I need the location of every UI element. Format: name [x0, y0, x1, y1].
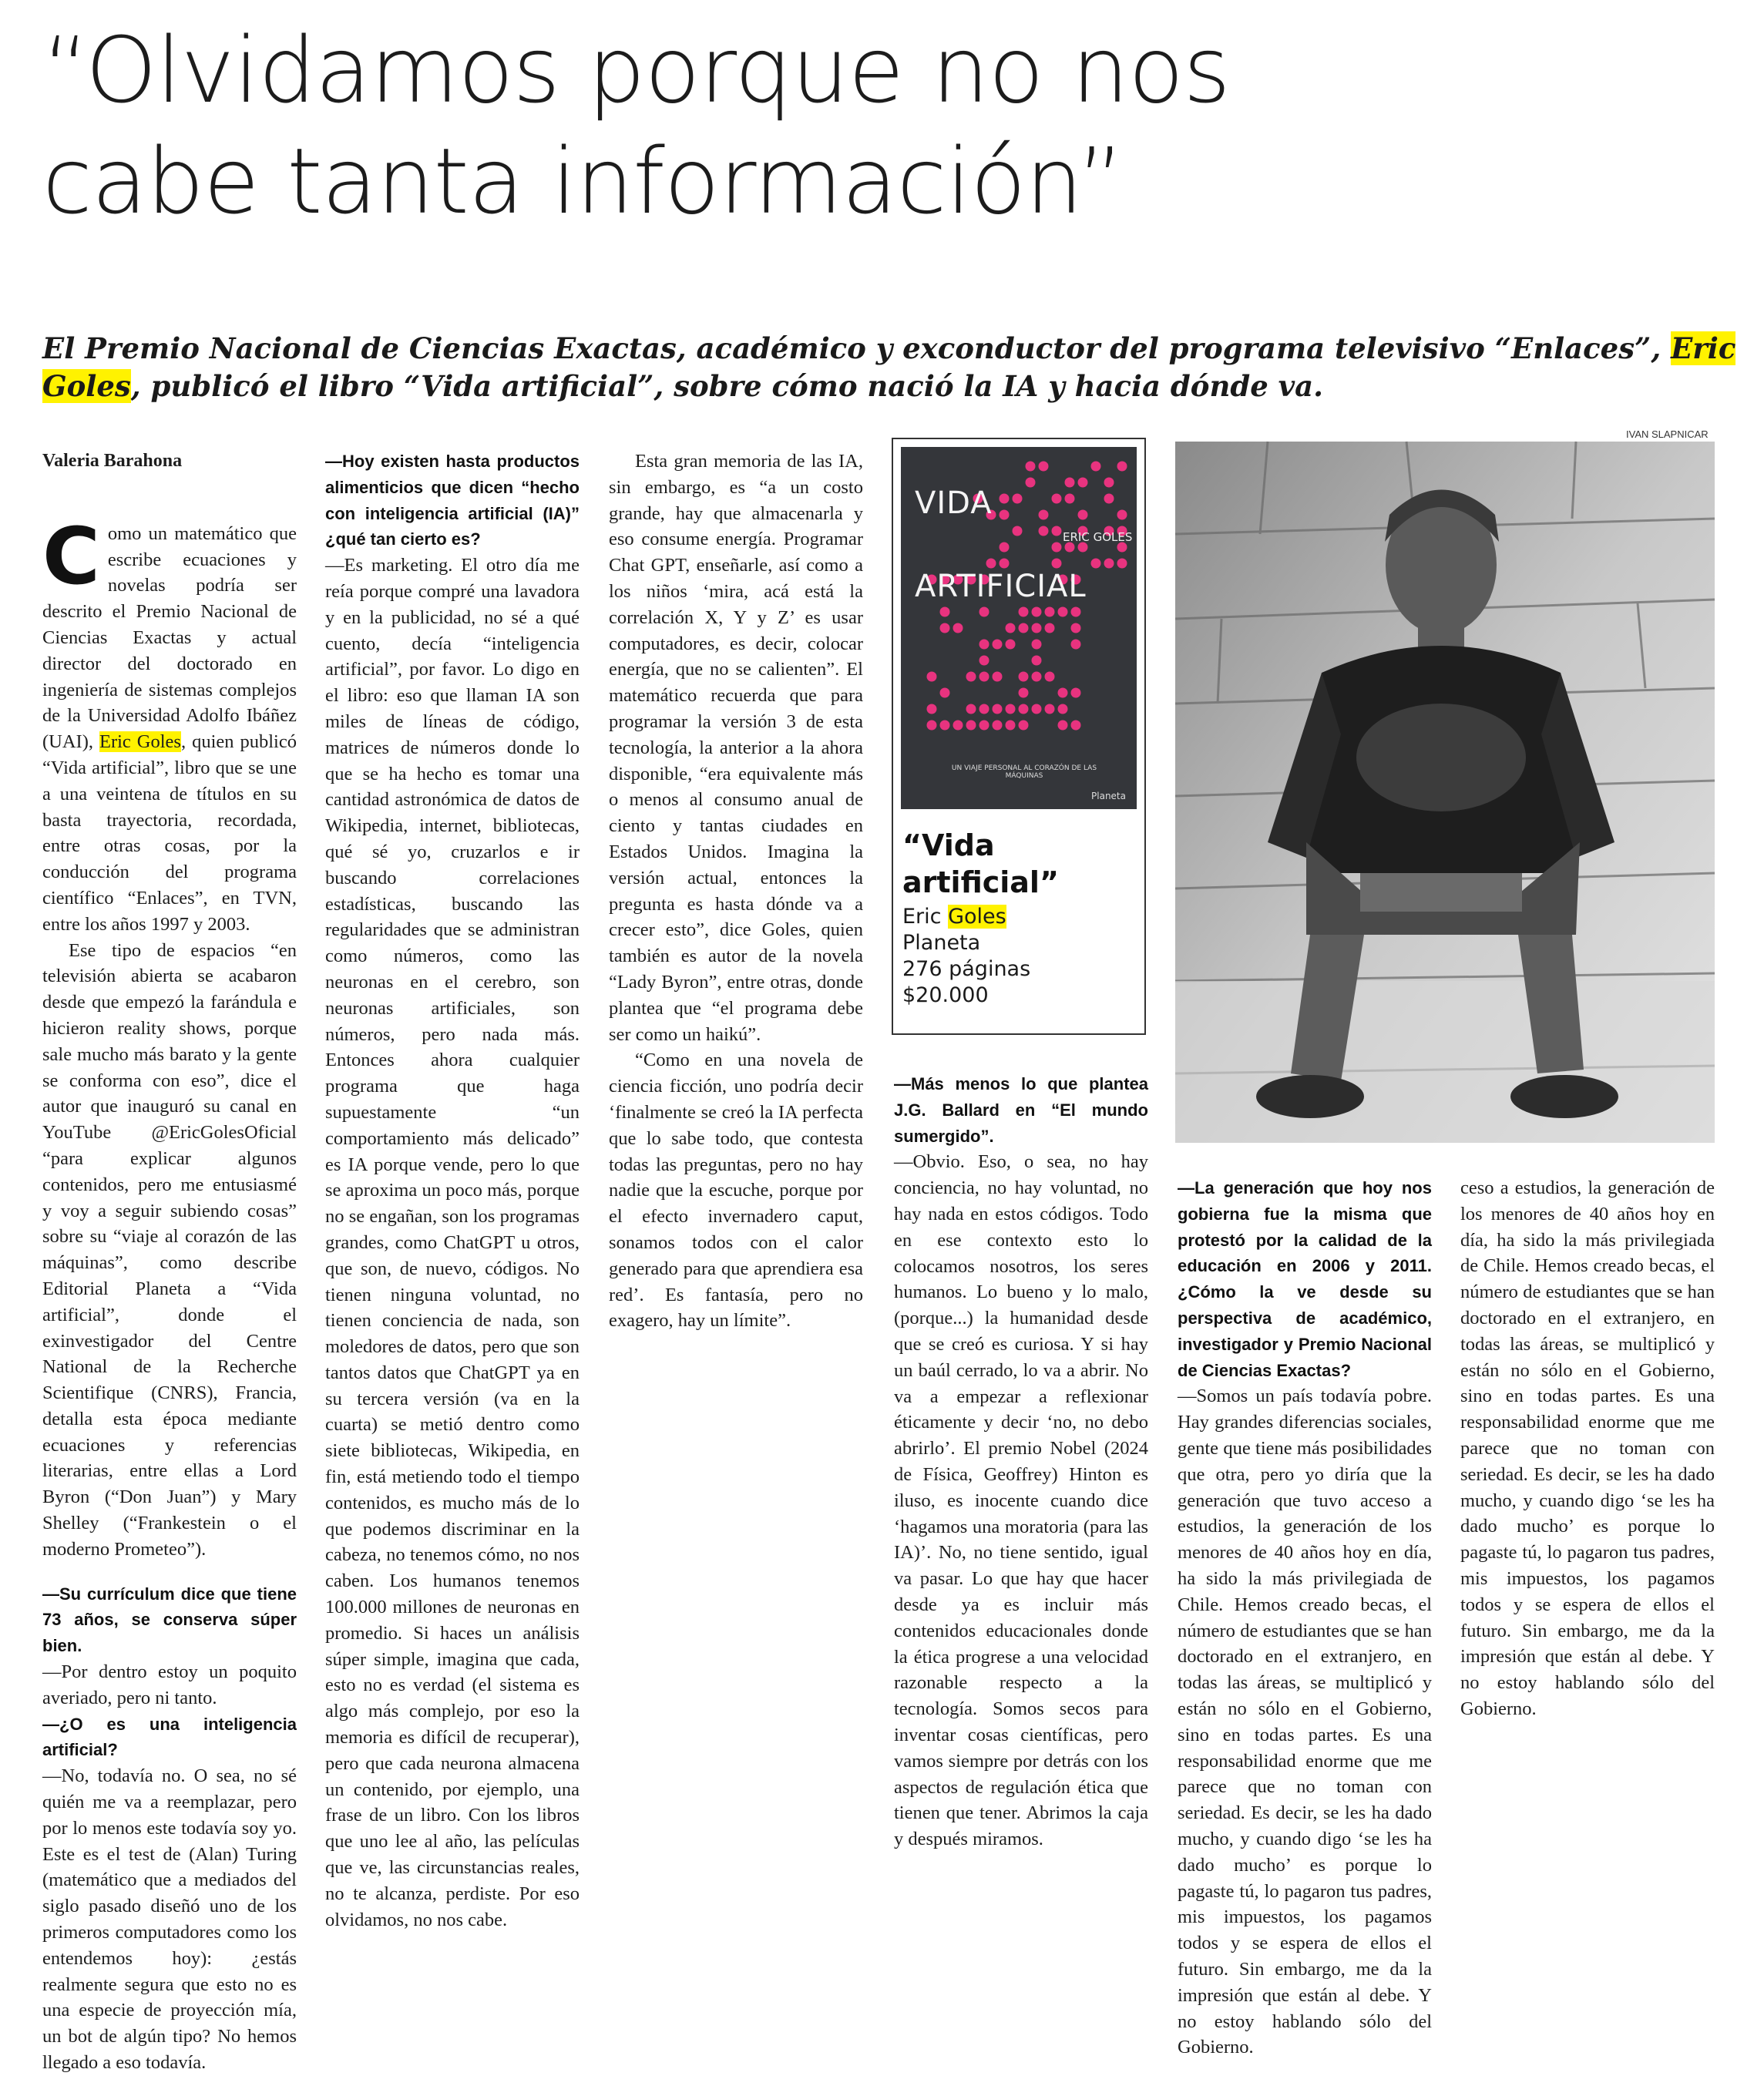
- headline-line-1: “Olvidamos porque no nos: [42, 17, 1230, 123]
- deck-subtitle: [42, 330, 1738, 405]
- article-column-1: [42, 448, 297, 2074]
- byline: Valeria Barahona: [42, 451, 183, 471]
- portrait-illustration: [1175, 442, 1715, 1143]
- article-paragraph-4: “Como en una novela de ciencia ficción, uno podría decir ‘finalmente se creó la IA perfecta que lo sabe todo, que contesta todas las preguntas, pero no hay nadie que la escuche, porque por el efecto invernadero caput, sonamos todos con el calor generado para que aprendiera esa red’. Es fantasía, pero no exagero, hay un límite”.: [609, 1050, 863, 1332]
- planeta-logo: Planeta: [1091, 791, 1126, 801]
- book-title: “Vida artificial”: [902, 828, 1059, 899]
- article-paragraph-1: Como un matemático que escribe ecuaciones y novelas podría ser descrito el Premio Nacional de Ciencias Exactas y actual director del doctorado en ingeniería de sistemas complejos de la Universidad Adolfo Ibáñez (UAI), Eric Goles, quien publicó “Vida artificial”, libro que se une a una veintena de títulos en su basta trayectoria, recordada, entre otras cosas, por la conducción del programa científico “Enlaces”, en TVN, entre los años 1997 y 2003.: [42, 510, 297, 935]
- deck-highlight: Eric Goles: [42, 331, 1736, 403]
- answer-5-continued: ceso a estudios, la generación de los menores de 40 años hoy en día, ha sido la más privilegiada de Chile. Hemos creado becas, el número de estudiantes que se han doctorado en el extranjero, en todas las áreas, se multiplicó y están no sólo en el Gobierno, sino en todas partes. Es una responsabilidad enorme que me parece que no toman con seriedad. Es decir, se les ha dado mucho, y cuando digo ‘se les ha dado mucho’ es porque lo pagaste tú, lo pagaron tus padres, mis impuestos, los pagamos todos y se espera de ellos el futuro. Sin embargo, me da la impresión que están al debe. Y no estoy hablando sólo del Gobierno.: [1460, 1177, 1715, 1719]
- book-details: [902, 827, 1137, 1009]
- answer-2: —No, todavía no. O sea, no sé quién me va a reemplazar, pero por lo menos este todavía soy yo. Este es el test de (Alan) Turing (matemático que a mediados del siglo pasado diseñó uno de los primeros computadores como los entendemos hoy): ¿estás realmente segura que esto no es una especie de proyección mía, un bot de algún tipo? No hemos llegado a eso todavía.: [42, 1765, 297, 2074]
- question-5: —La generación que hoy nos gobierna fue la misma que protestó por la calidad de la educación en 2006 y 2011. ¿Cómo la ve desde su perspectiva de académico, investigador y Premio Nacional de Ciencias Exactas?: [1178, 1178, 1432, 1380]
- answer-3: —Es marketing. El otro día me reía porque compré una lavadora y en la publicidad, no sé a qué cuento, decía “inteligencia artificial”, por favor. Lo digo en el libro: eso que llaman IA son miles de líneas de código, matrices de números donde lo que se ha hecho es tomar una cantidad astronómica de datos de Wikipedia, internet, bibliotecas, qué sé yo, cruzarlos e ir buscando correlaciones estadísticas, buscando las regularidades que se administran como números, como las neuronas en el cerebro, son neuronas artificiales, son números, pero nada más. Entonces ahora cualquier programa que haga supuestamente “un comportamiento más delicado” es IA porque vende, pero lo que se aproxima un poco más, porque no se engañan, son los programas grandes, como ChatGPT u otros, que son, de nuevo, códigos. No tienen ninguna voluntad, no tienen conciencia de nada, son moledores de datos, pero que son tantos datos que ChatGPT ya en su tercera versión (va en la cuarta) se metió dentro como siete bibliotecas, Wikipedia, en fin, está metiendo todo el tiempo contenidos, es mucho más de lo que podemos discriminar en la cabeza, no tenemos cómo, no nos caben. Los humanos tenemos 100.000 millones de neuronas en promedio. Si haces un análisis súper simple, imagina que cada, esto no es verdad (el sistema es algo más complejo, por eso la memoria es difícil de recuperar), pero que cada neurona almacena un contenido, por ejemplo, una frase de un libro. Con los libros que uno lee al año, las películas que ve, las circunstancias reales, no te alcanza, perdiste. Por eso olvidamos, no nos cabe.: [325, 555, 580, 1930]
- deck-text-2: , publicó el libro “Vida artificial”, sobre cómo nació la IA y hacia dónde va.: [130, 368, 1323, 403]
- question-4: —Más menos lo que plantea J.G. Ballard en “El mundo sumergido”.: [894, 1074, 1148, 1146]
- question-3: —Hoy existen hasta productos alimenticios que dicen “hecho con inteligencia artificial (IA)” ¿qué tan cierto es?: [325, 452, 580, 549]
- cover-title-2: ARTIFICIAL: [915, 569, 1087, 604]
- article-column-5: [1178, 1175, 1432, 2058]
- cover-author: ERIC GOLES: [1063, 530, 1133, 544]
- answer-1: —Por dentro estoy un poquito averiado, pero ni tanto.: [42, 1661, 297, 1708]
- question-2: —¿O es una inteligencia artificial?: [42, 1714, 297, 1760]
- book-info-box: [892, 438, 1146, 1035]
- deck-text-1: El Premio Nacional de Ciencias Exactas, académico y exconductor del programa televisivo “Enlaces”,: [42, 331, 1672, 365]
- book-author: Eric Goles: [902, 905, 1006, 929]
- book-pages: 276 páginas: [902, 957, 1031, 981]
- book-cover: [901, 447, 1137, 809]
- article-column-2: [325, 448, 580, 1930]
- article-paragraph-2: Ese tipo de espacios “en televisión abierta se acabaron desde que empezó la farándula e hicieron reality shows, porque sale mucho más barato y la gente se conforma con eso”, dice el autor que inauguró su canal en YouTube @EricGolesOficial “para explicar algunos contenidos, pero me entusiasmé y voy a seguir subiendo cosas” sobre su “viaje al corazón de las máquinas”, como describe Editorial Planeta a “Vida artificial”, donde el exinvestigador del Centre National de la Recherche Scientifique (CNRS), Francia, detalla esta época mediante ecuaciones y referencias literarias, entre ellas a Lord Byron (“Don Juan”) y Mary Shelley (“Frankestein o el moderno Prometeo”).: [42, 939, 297, 1560]
- portrait-photo: [1175, 442, 1715, 1143]
- photo-credit: IVAN SLAPNICAR: [1626, 428, 1709, 440]
- drop-cap: C: [42, 510, 100, 603]
- article-column-6: [1460, 1175, 1715, 1718]
- article-column-3: [609, 448, 863, 1720]
- answer-5: —Somos un país todavía pobre. Hay grandes diferencias sociales, gente que tiene más posibilidades que otra, pero yo diría que la generación que tuvo acceso a estudios, la generación de los menores de 40 años hoy en día, ha sido la más privilegiada de Chile. Hemos creado becas, el número de estudiantes que se han doctorado en el extranjero, en todas las áreas, se multiplicó y están no sólo en el Gobierno, sino en todas partes. Es una responsabilidad enorme que me parece que no toman con seriedad. Es decir, se les ha dado mucho, y cuando digo ‘se les ha dado mucho’ es porque lo pagaste tú, lo pagaron tus padres, mis impuestos, los pagamos todos y se espera de ellos el futuro. Sin embargo, me da la impresión que están al debe. Y no estoy hablando sólo del Gobierno.: [1178, 1386, 1432, 2058]
- author-name-highlight: Eric Goles: [99, 731, 181, 753]
- answer-4: —Obvio. Eso, o sea, no hay conciencia, no hay voluntad, no hay nada en estos códigos. Todo en ese contexto esto lo colocamos nosotros, los seres humanos. Lo bueno y lo malo, (porque...) la humanidad desde que se creó es curiosa. Y si hay un baúl cerrado, lo va a abrir. No va a empezar a reflexionar éticamente y decir ‘no, no debo abrirlo’. El premio Nobel (2024 de Física, Geoffrey) Hinton es iluso, es inocente cuando dice ‘hagamos una moratoria (para las IA)’. No, no tiene sentido, igual va pasar. Lo que hay que hacer desde ya es incluir más contenidos educacionales donde la ética progrese a una velocidad razonable respecto a la tecnología. Somos secos para inventar cosas científicas, pero vamos siempre por detrás con los aspectos de regulación ética que tienen que tener. Abrimos la caja y después miramos.: [894, 1151, 1148, 1850]
- headline-line-2: cabe tanta información”: [42, 127, 1124, 234]
- cover-subtitle: UN VIAJE PERSONAL AL CORAZÓN DE LAS MÁQUINAS: [951, 764, 1097, 780]
- cover-title-1: VIDA: [915, 485, 993, 521]
- book-price: $20.000: [902, 983, 989, 1007]
- book-publisher: Planeta: [902, 931, 981, 955]
- question-1: —Su currículum dice que tiene 73 años, se conserva súper bien.: [42, 1584, 297, 1656]
- article-column-4: [894, 1071, 1148, 1850]
- headline: [42, 15, 1738, 237]
- article-paragraph-3: Esta gran memoria de las IA, sin embargo, es “a un costo grande, hay que almacenarla y eso consume energía. Programar Chat GPT, enseñarle, así como a los niños ‘mira, acá está la correlación X, Y y Z’ es usar computadores, es decir, colocar energía, que no se calienten”. El matemático recuerda que para programar la versión 3 de esta tecnología, la anterior a la ahora disponible, “era equivalente más o menos al consumo anual de ciento y tantas ciudades en Estados Unidos. Imagina la versión actual, entonces la pregunta es hasta dónde va a crecer esto”, dice Goles, quien también es autor de la novela “Lady Byron”, entre otras, donde plantea que “el programa debe ser como un haikú”.: [609, 451, 863, 1045]
